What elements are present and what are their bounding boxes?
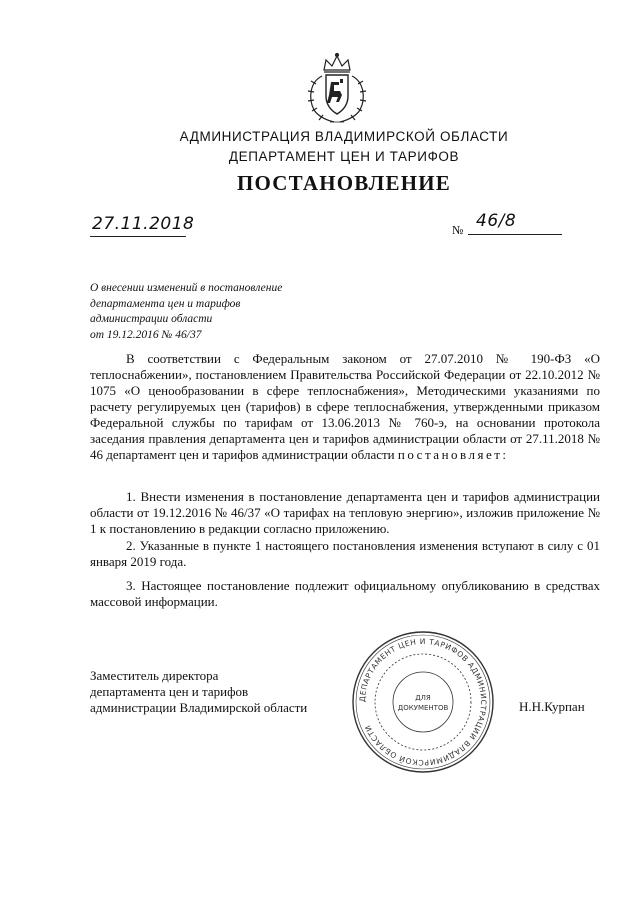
clause-1: 1. Внести изменения в постановление департамента цен и тарифов администрации области от 19.12.2016 № 46/37 «О тарифах на тепловую энергию», изложив приложение № 1 к постановлению в редакции согласно приложению. bbox=[90, 489, 600, 536]
stamp-center-text: ДЛЯ bbox=[415, 694, 431, 702]
clause-2: 2. Указанные в пункте 1 настоящего постановления изменения вступают в силу с 01 января 2019 года. bbox=[90, 538, 600, 569]
subject-line: О внесении изменений в постановление bbox=[90, 282, 283, 294]
department-name: ДЕПАРТАМЕНТ ЦЕН И ТАРИФОВ bbox=[228, 149, 460, 164]
organization-name: АДМИНИСТРАЦИЯ ВЛАДИМИРСКОЙ ОБЛАСТИ bbox=[179, 129, 509, 144]
subject-line: от 19.12.2016 № 46/37 bbox=[90, 328, 202, 341]
signer-position-line: Заместитель директора bbox=[90, 668, 219, 683]
signer-position bbox=[90, 668, 360, 716]
document-date: 27.11.2018 bbox=[92, 214, 195, 234]
svg-text:ДЕПАРТАМЕНТ ЦЕН И ТАРИФОВ АДМИ bbox=[358, 637, 488, 767]
signer-position-line: департамента цен и тарифов bbox=[90, 684, 249, 699]
number-prefix: № bbox=[452, 223, 464, 237]
subject-line: департамента цен и тарифов bbox=[90, 297, 241, 310]
document-title: ПОСТАНОВЛЕНИЕ bbox=[236, 171, 452, 195]
document-number: 46/8 bbox=[476, 211, 517, 231]
official-stamp-icon bbox=[348, 627, 498, 777]
stamp-ring-text: ДЕПАРТАМЕНТ ЦЕН И ТАРИФОВ АДМИНИСТРАЦИИ ВЛАДИМИРСКОЙ ОБЛАСТИ bbox=[357, 636, 489, 768]
preamble-paragraph bbox=[90, 351, 600, 463]
resolves-word: постановляет: bbox=[397, 447, 509, 462]
preamble-text: В соответствии с Федеральным законом от 27.07.2010 № 190-ФЗ «О теплоснабжении», постановлением Правительства Российской Федерации от 22.10.2012 № 1075 «О ценообразовании в сфере теплоснабжения», Методическими указаниями по расчету регулируемых цен (тарифов) в сфере теплоснабжения, утвержденными приказом Федеральной службы по тарифам от 13.06.2013 № 760-э, на основании протокола заседания правления департамента цен и тарифов администрации области от 27.11.2018 № 46 департамент цен и тарифов администрации области bbox=[90, 351, 600, 462]
clause-3: 3. Настоящее постановление подлежит официальному опубликованию в средствах массовой информации. bbox=[90, 578, 600, 609]
subject-line: администрации области bbox=[90, 313, 213, 326]
coat-of-arms-icon bbox=[304, 52, 370, 126]
signer-name: Н.Н.Курпан bbox=[519, 699, 585, 714]
stamp-center-text: ДОКУМЕНТОВ bbox=[397, 704, 449, 712]
date-underline bbox=[90, 236, 186, 237]
signer-position-line: администрации Владимирской области bbox=[90, 700, 308, 715]
document-subject bbox=[90, 281, 350, 343]
number-underline bbox=[468, 234, 562, 235]
